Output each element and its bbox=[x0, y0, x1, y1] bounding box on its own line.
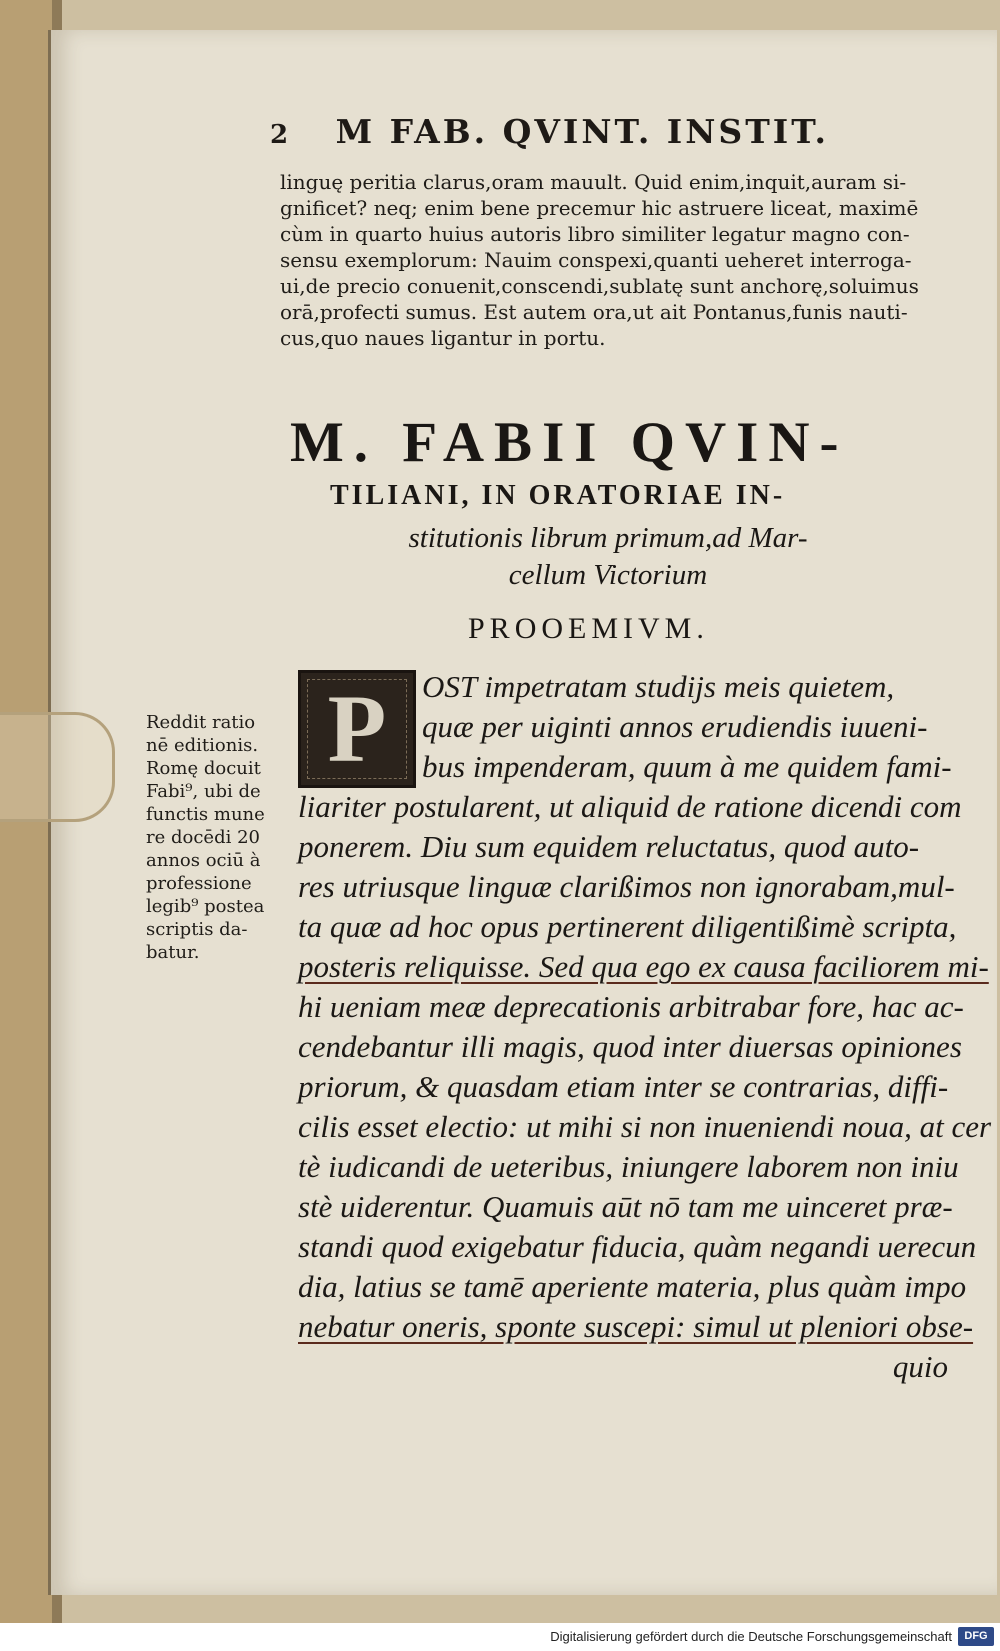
running-title: M FAB. QVINT. INSTIT. bbox=[335, 112, 830, 151]
running-header bbox=[270, 112, 920, 151]
text-line: ponerem. Diu sum equidem reluctatus, quod auto- bbox=[298, 829, 920, 864]
catchword: quio bbox=[892, 1349, 948, 1384]
margin-note-line: annos ociū à bbox=[146, 850, 261, 871]
text-line: ta quæ ad hoc opus pertinerent diligentißimè scripta, bbox=[298, 909, 957, 944]
text-line: dia, latius se tamē aperiente materia, plus quàm impo bbox=[298, 1269, 967, 1304]
margin-note-line: batur. bbox=[146, 942, 200, 963]
title-line-1: M. FABII QVIN- bbox=[290, 411, 849, 474]
dfg-logo: DFG bbox=[958, 1627, 994, 1646]
section-heading: PROOEMIVM. bbox=[468, 612, 709, 645]
margin-note-line: legib⁹ postea bbox=[146, 896, 265, 917]
margin-note bbox=[146, 711, 292, 964]
text-line: hi ueniam meæ deprecationis arbitrabar fore, hac ac- bbox=[298, 989, 964, 1024]
note-line: linguę peritia clarus,oram mauult. Quid enim,inquit,auram si- bbox=[280, 170, 907, 194]
title-line-3: stitutionis librum primum,ad Mar- bbox=[408, 522, 808, 554]
title-line-2: TILIANI, IN ORATORIAE IN- bbox=[330, 480, 786, 511]
text-line: nebatur oneris, sponte suscepi: simul ut pleniori obse- bbox=[298, 1309, 974, 1344]
text-line: standi quod exigebatur fiducia, quàm negandi uerecun bbox=[298, 1229, 977, 1264]
page-tab-marker bbox=[0, 712, 115, 822]
title-subtitle bbox=[388, 520, 828, 594]
text-line: quæ per uiginti annos erudiendis iuueni- bbox=[422, 709, 928, 744]
margin-note-line: Reddit ratio bbox=[146, 712, 256, 733]
main-text bbox=[298, 667, 992, 1387]
margin-note-line: functis mune bbox=[146, 804, 265, 825]
text-line: priorum, & quasdam etiam inter se contrarias, diffi- bbox=[298, 1069, 949, 1104]
text-line: OST impetratam studijs meis quietem, bbox=[422, 669, 895, 704]
commentary-note bbox=[280, 169, 945, 351]
text-line: liariter postularent, ut aliquid de ratione dicendi com bbox=[298, 789, 962, 824]
text-line: res utriusque linguæ clarißimos non ignorabam,mul- bbox=[298, 869, 955, 904]
text-line: stè uiderentur. Quamuis aūt nō tam me uinceret præ- bbox=[298, 1189, 953, 1224]
digitization-footer bbox=[0, 1623, 1000, 1651]
text-line: posteris reliquisse. Sed qua ego ex causa faciliorem mi- bbox=[298, 949, 989, 984]
initial-letter: P bbox=[327, 675, 387, 782]
margin-note-line: re docēdi 20 bbox=[146, 827, 260, 848]
text-line: cilis esset electio: ut mihi si non inueniendi noua, at cer bbox=[298, 1109, 992, 1144]
margin-note-line: scriptis da- bbox=[146, 919, 248, 940]
note-line: cùm in quarto huius autoris libro similiter legatur magno con- bbox=[280, 222, 910, 246]
text-line: tè iudicandi de ueteribus, iniungere laborem non iniu bbox=[298, 1149, 959, 1184]
text-line: cendebantur illi magis, quod inter diuersas opiniones bbox=[298, 1029, 962, 1064]
margin-note-line: nē editionis. bbox=[146, 735, 259, 756]
note-line: orā,profecti sumus. Est autem ora,ut ait Pontanus,funis nauti- bbox=[280, 300, 908, 324]
title-line-4: cellum Victorium bbox=[508, 559, 708, 591]
funding-credit: Digitalisierung gefördert durch die Deutsche Forschungsgemeinschaft bbox=[550, 1629, 952, 1644]
note-line: gnificet? neq; enim bene precemur hic astruere liceat, maximē bbox=[280, 196, 919, 220]
note-line: cus,quo naues ligantur in portu. bbox=[280, 326, 606, 350]
margin-note-line: professione bbox=[146, 873, 252, 894]
note-line: ui,de precio conuenit,conscendi,sublatę sunt anchorę,soluimus bbox=[280, 274, 919, 298]
note-line: sensu exemplorum: Nauim conspexi,quanti ueheret interroga- bbox=[280, 248, 912, 272]
text-line: bus impenderam, quum à me quidem fami- bbox=[422, 749, 952, 784]
margin-note-line: Romę docuit bbox=[146, 758, 261, 779]
page-number: 2 bbox=[270, 120, 292, 150]
margin-note-line: Fabi⁹, ubi de bbox=[146, 781, 261, 802]
